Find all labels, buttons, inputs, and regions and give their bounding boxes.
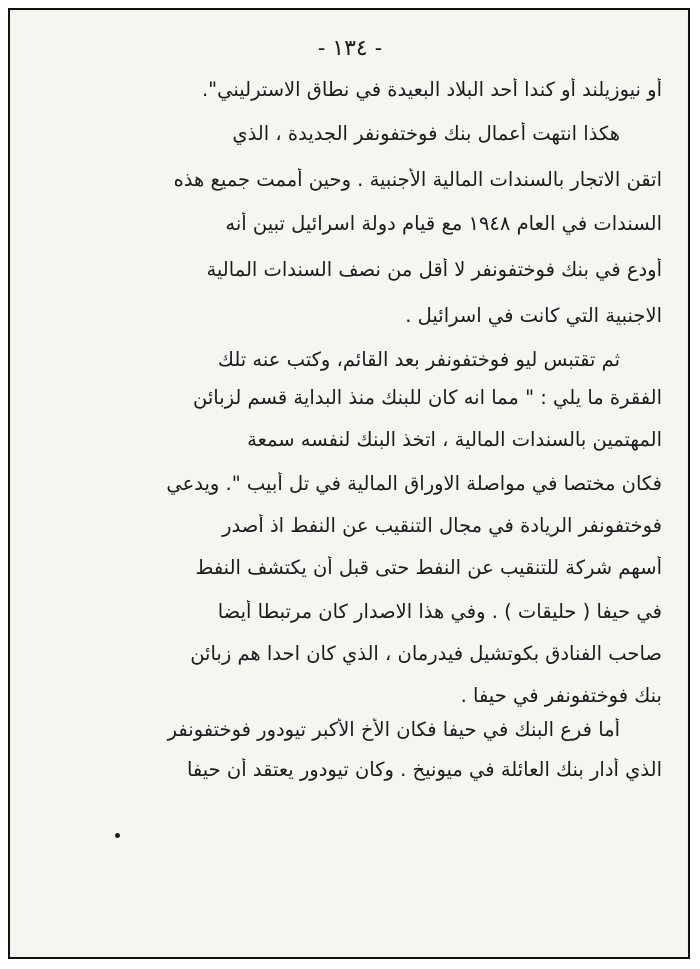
text-line: المهتمين بالسندات المالية ، اتخذ البنك لنفسه سمعة: [247, 428, 662, 451]
text-line: أو نيوزيلند أو كندا أحد البلاد البعيدة في نطاق الاسترليني".: [201, 78, 662, 101]
text-line: أودع في بنك فوختفونفر لا أقل من نصف السندات المالية: [206, 258, 662, 281]
text-line: الفقرة ما يلي : " مما انه كان للبنك منذ البداية قسم لزبائن: [193, 386, 662, 409]
text-line: ثم تقتبس ليو فوختفونفر بعد القائم، وكتب عنه تلك: [217, 348, 620, 371]
text-line: السندات في العام ١٩٤٨ مع قيام دولة اسرائيل تبين أنه: [225, 212, 662, 235]
text-line: فوختفونفر الريادة في مجال التنقيب عن النفط اذ أصدر: [222, 514, 662, 537]
text-line: الذي أدار بنك العائلة في ميونيخ . وكان تيودور يعتقد أن حيفا: [186, 758, 662, 781]
text-line: في حيفا ( حليقات ) . وفي هذا الاصدار كان مرتبطا أيضا: [217, 600, 662, 623]
text-line: صاحب الفنادق بكوتشيل فيدرمان ، الذي كان احدا هم زبائن: [190, 642, 662, 665]
text-line: فكان مختصا في مواصلة الاوراق المالية في تل أبيب ". ويدعي: [166, 472, 662, 495]
page-number: - ١٣٤ -: [317, 36, 383, 61]
text-line: هكذا انتهت أعمال بنك فوختفونفر الجديدة ، الذي: [232, 122, 620, 145]
text-line: أسهم شركة للتنقيب عن النفط حتى قبل أن يكتشف النفط: [195, 556, 662, 579]
text-line: أما فرع البنك في حيفا فكان الأخ الأكبر تيودور فوختفونفر: [167, 718, 620, 741]
ink-dot: [115, 833, 120, 838]
text-line: بنك فوختفونفر في حيفا .: [460, 684, 662, 707]
text-line: اتقن الاتجار بالسندات المالية الأجنبية . وحين أممت جميع هذه: [173, 168, 662, 191]
text-line: الاجنبية التي كانت في اسرائيل .: [405, 304, 662, 327]
